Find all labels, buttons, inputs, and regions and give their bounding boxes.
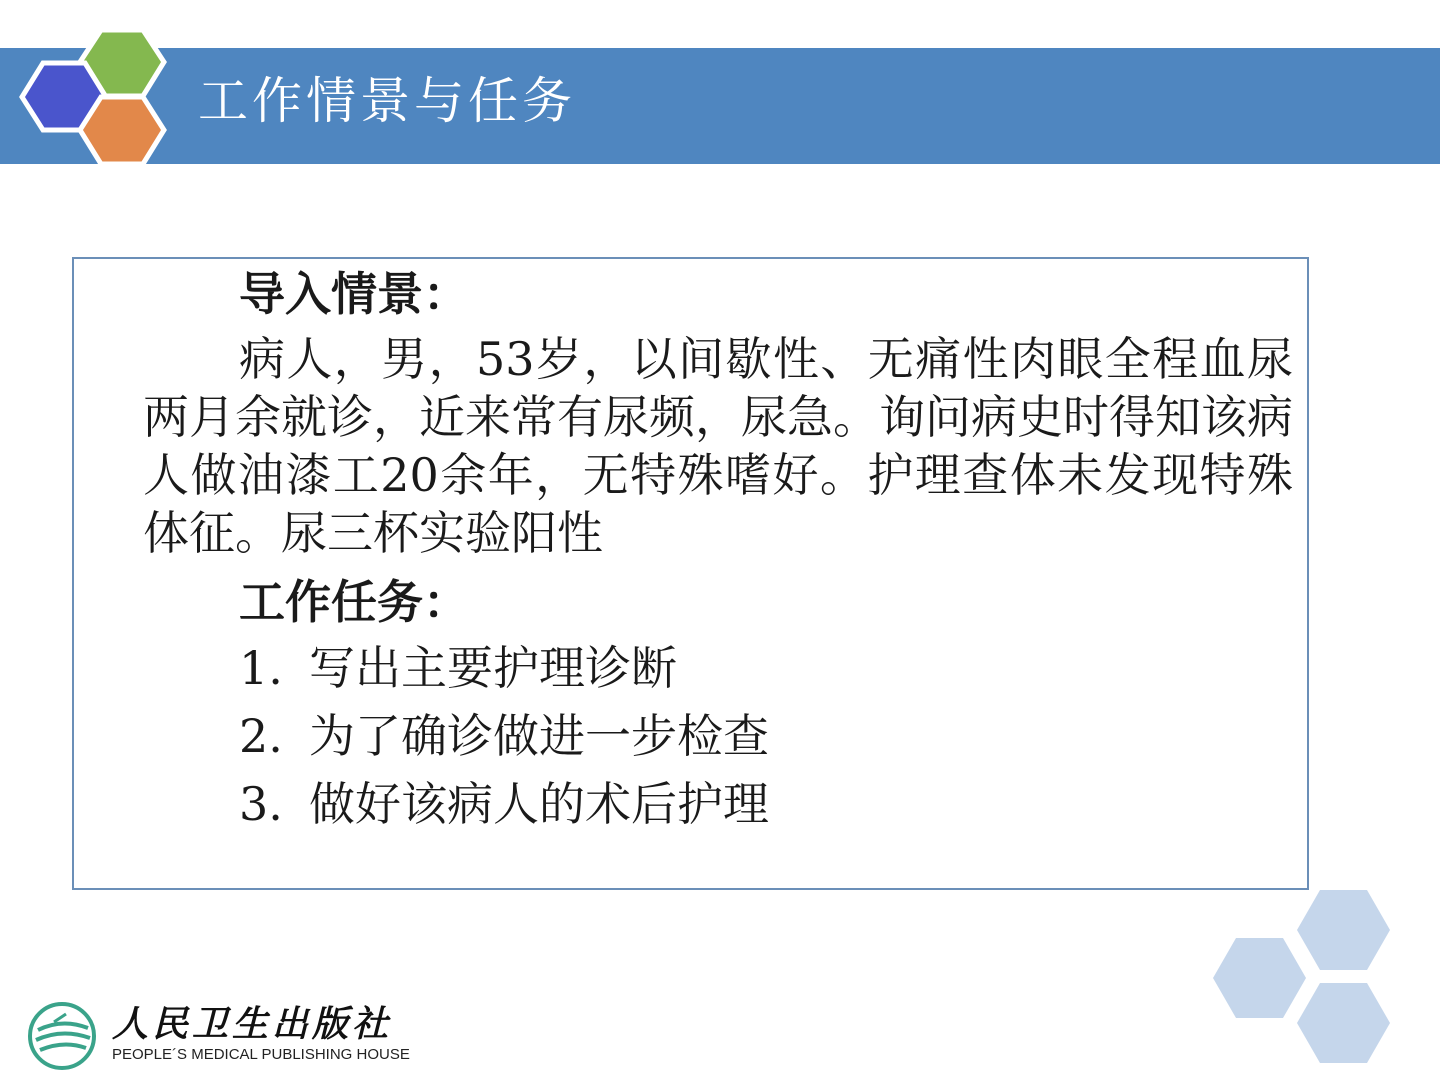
task-text: 写出主要护理诊断 (309, 641, 677, 695)
scenario-text: 病人，男，53岁，以间歇性、无痛性肉眼全程血尿两月余就诊，近来常有尿频，尿急。询问病史时得知该病人做油漆工20余年，无特殊嗜好。护理查体未发现特殊体征。尿三杯实验阳性 (143, 332, 1293, 560)
decorative-hexagons-icon (1205, 880, 1405, 1070)
task-number: 1. (239, 641, 283, 695)
page-title: 工作情景与任务 (198, 72, 576, 130)
task-item (143, 770, 1293, 838)
publisher-emblem-icon (26, 1000, 98, 1072)
task-text: 做好该病人的术后护理 (309, 777, 769, 831)
task-heading: 工作任务： (239, 575, 469, 629)
task-number: 2. (239, 709, 283, 763)
task-number: 3. (239, 777, 283, 831)
scenario-heading: 导入情景： (239, 267, 469, 321)
task-text: 为了确诊做进一步检查 (309, 709, 769, 763)
content-text-area (143, 262, 1293, 838)
task-item (143, 702, 1293, 770)
publisher-name-en: PEOPLE´S MEDICAL PUBLISHING HOUSE (112, 1046, 410, 1063)
orange-hexagon (80, 97, 164, 164)
publisher-name-cn: 人民卫生出版社 (112, 1003, 393, 1045)
hexagon-cluster-icon (0, 0, 190, 180)
publisher-logo (26, 1000, 416, 1072)
task-item (143, 634, 1293, 702)
